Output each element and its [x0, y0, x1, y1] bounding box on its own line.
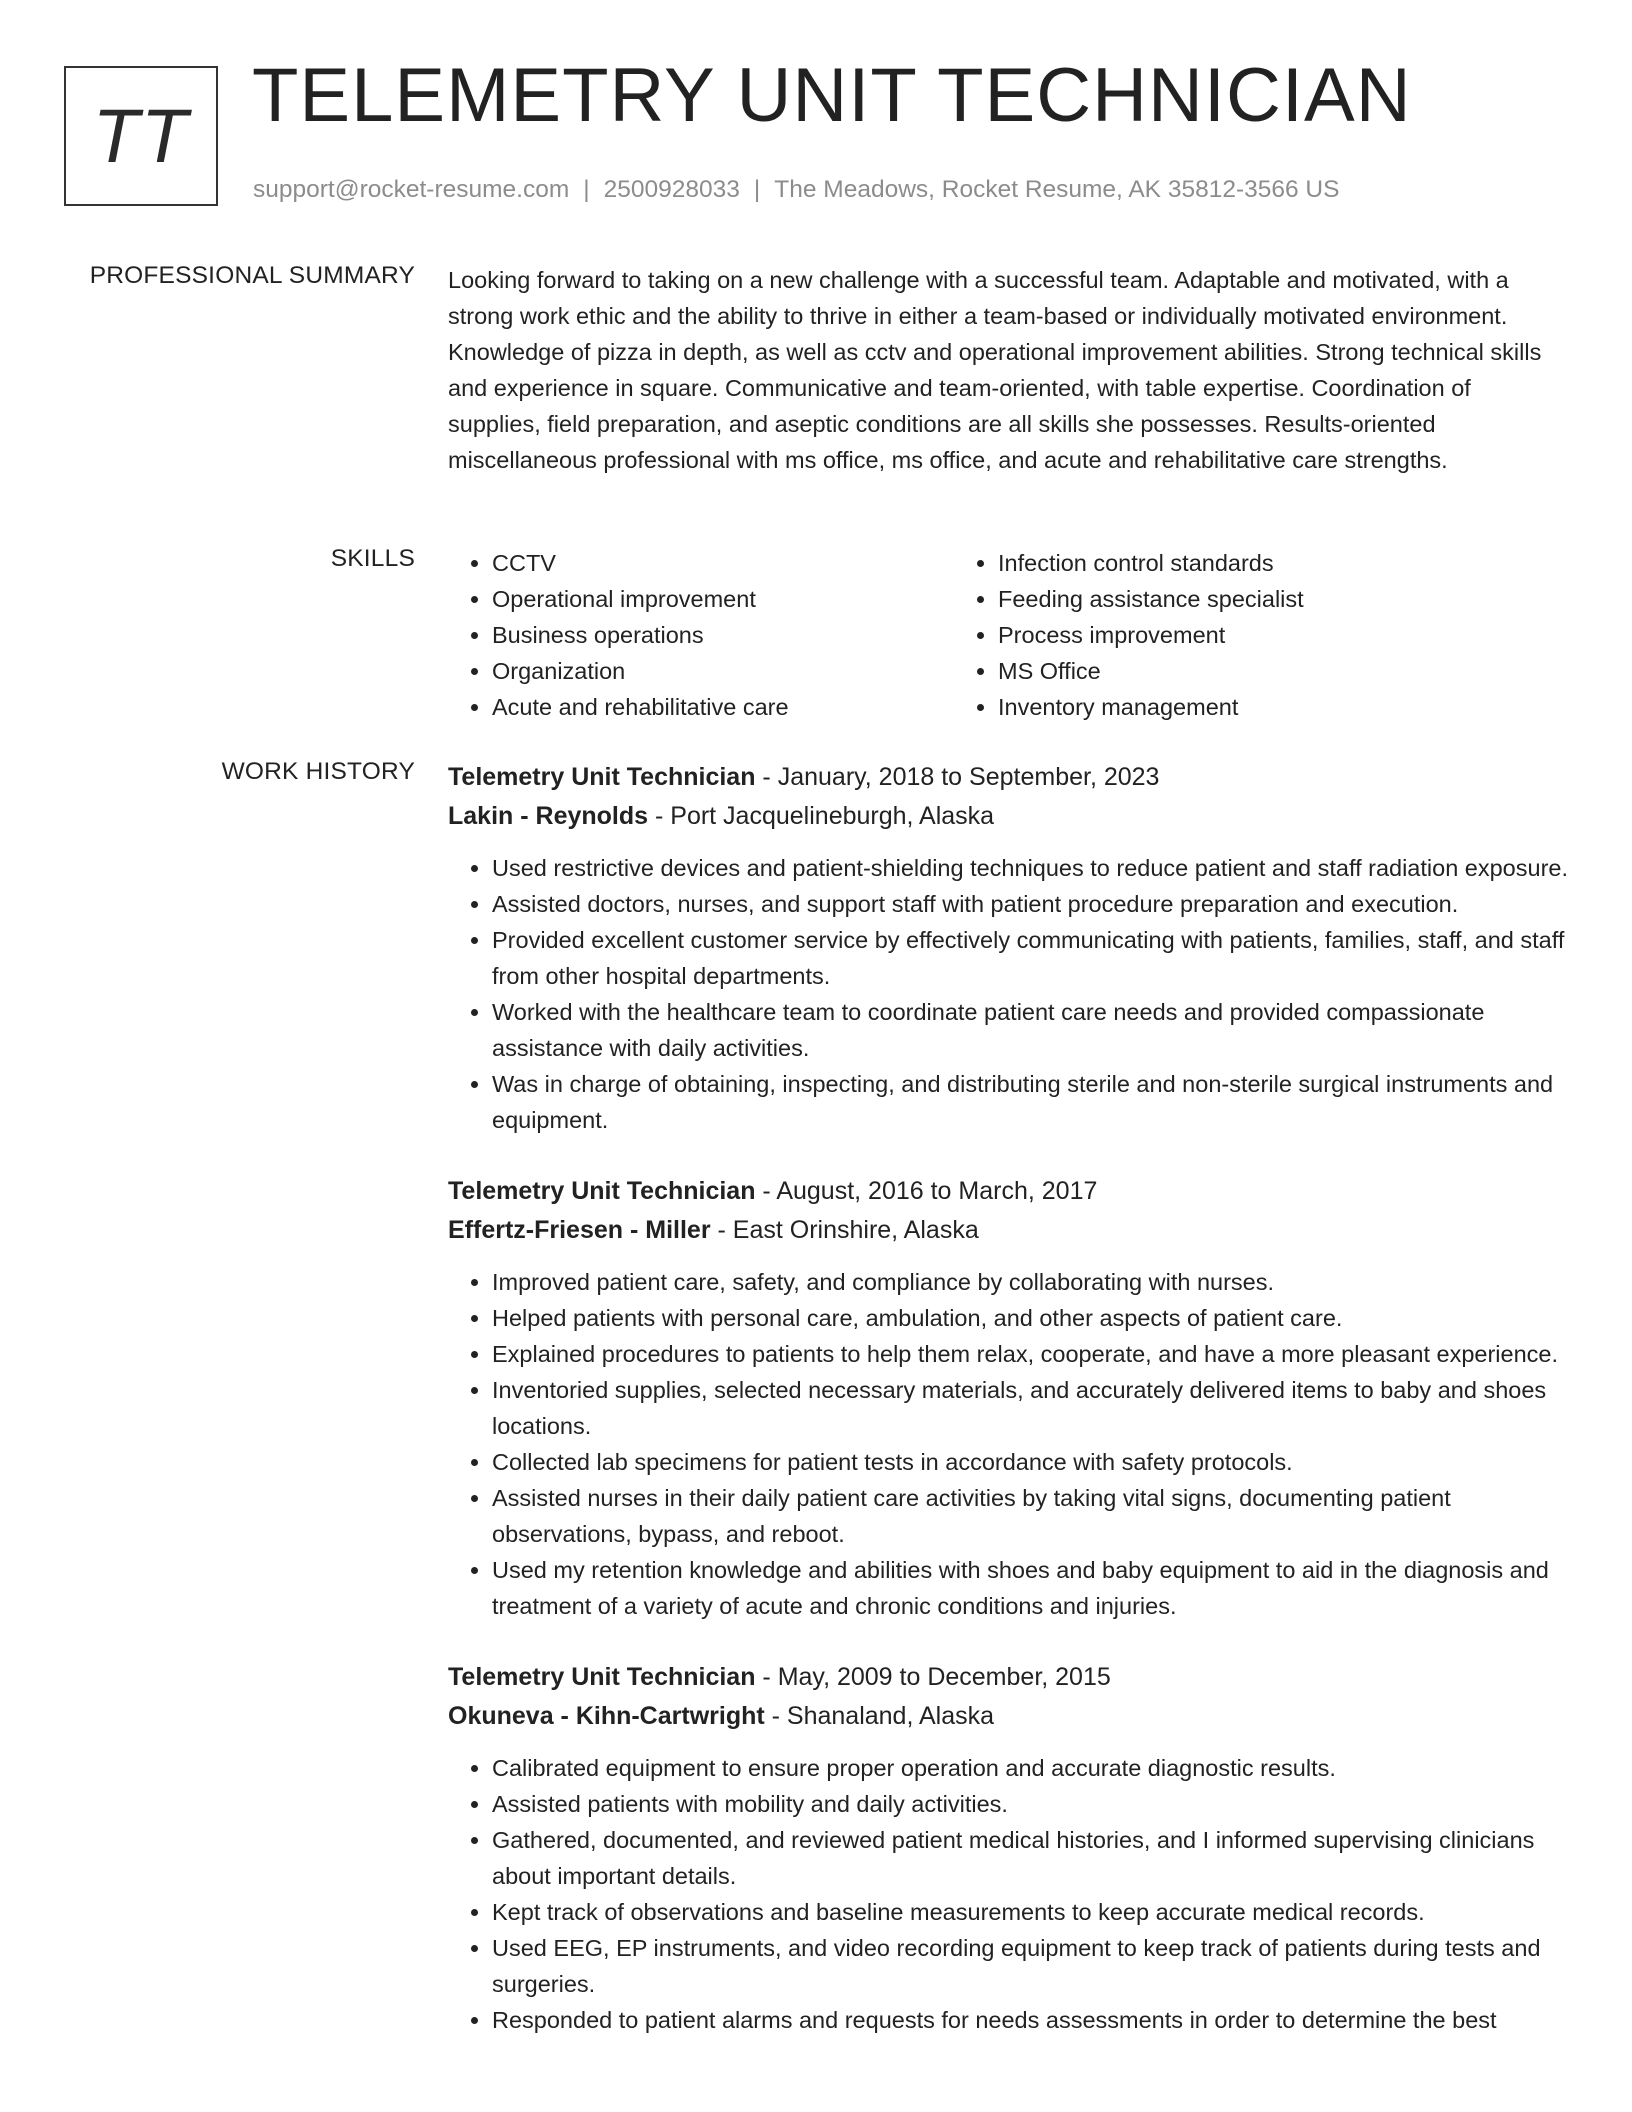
job-bullet: • Gathered, documented, and reviewed patient medical histories, and I informed supervising clinicians about important details.: [492, 1822, 1568, 1894]
job-bullet: • Explained procedures to patients to help them relax, cooperate, and have a more pleasant experience.: [492, 1336, 1568, 1372]
skill-item: • MS Office: [998, 653, 1460, 689]
skill-item: • Operational improvement: [492, 581, 954, 617]
job-bullet: • Used restrictive devices and patient-shielding techniques to reduce patient and staff radiation exposure.: [492, 850, 1568, 886]
job-entry: [448, 1658, 1568, 2038]
skill-item: • Process improvement: [998, 617, 1460, 653]
job-dates: May, 2009 to December, 2015: [777, 1663, 1111, 1691]
job-dash: -: [710, 1216, 733, 1244]
job-entry: [448, 1172, 1568, 1624]
job-dash: -: [755, 763, 778, 791]
job-bullet: • Was in charge of obtaining, inspecting, and distributing sterile and non-sterile surgical instruments and equipment.: [492, 1066, 1568, 1138]
job-company: Okuneva - Kihn-Cartwright: [448, 1702, 765, 1730]
job-bullet: • Improved patient care, safety, and compliance by collaborating with nurses.: [492, 1264, 1568, 1300]
skills-list-left: [448, 545, 954, 725]
skill-item: • Acute and rehabilitative care: [492, 689, 954, 725]
skill-item: • Business operations: [492, 617, 954, 653]
job-bullet: • Worked with the healthcare team to coordinate patient care needs and provided compassionate assistance with daily activities.: [492, 994, 1568, 1066]
resume-title: TELEMETRY UNIT TECHNICIAN: [252, 53, 1412, 138]
job-location: Shanaland, Alaska: [786, 1702, 995, 1730]
job-company-line: [448, 1697, 1568, 1736]
job-bullet: • Responded to patient alarms and requests for needs assessments in order to determine the best: [492, 2002, 1568, 2038]
job-bullet: • Kept track of observations and baseline measurements to keep accurate medical records.: [492, 1894, 1568, 1930]
job-title-line: [448, 758, 1568, 797]
section-label-skills: SKILLS: [330, 545, 415, 572]
job-location: Port Jacquelineburgh, Alaska: [670, 802, 995, 830]
section-label-work-history: WORK HISTORY: [221, 758, 415, 785]
job-bullet-list: [448, 850, 1568, 1138]
contact-separator: |: [583, 176, 590, 203]
summary-text: Looking forward to taking on a new challenge with a successful team. Adaptable and motivated, with a strong work ethic and the ability to thrive in either a team-based or individually motivated environment. Knowledge of pizza in depth, as well as cctv and operational improvement abilities. Strong technical skills and experience in square. Communicative and team-oriented, with table expertise. Coordination of supplies, field preparation, and aseptic conditions are all skills she possesses. Results-oriented miscellaneous professional with ms office, ms office, and acute and rehabilitative care strengths.: [448, 267, 1542, 473]
skills-list-right: [954, 545, 1460, 725]
job-dates: August, 2016 to March, 2017: [776, 1177, 1098, 1205]
job-dash: -: [648, 802, 671, 830]
contact-line: [253, 176, 1339, 204]
skill-item: • Infection control standards: [998, 545, 1460, 581]
job-bullet-list: [448, 1750, 1568, 2038]
job-bullet: • Used EEG, EP instruments, and video recording equipment to keep track of patients during tests and surgeries.: [492, 1930, 1568, 2002]
job-location: East Orinshire, Alaska: [732, 1216, 979, 1244]
job-bullet: • Inventoried supplies, selected necessary materials, and accurately delivered items to baby and shoes locations.: [492, 1372, 1568, 1444]
job-bullet: • Assisted nurses in their daily patient care activities by taking vital signs, documenting patient observations, bypass, and reboot.: [492, 1480, 1568, 1552]
job-dash: -: [764, 1702, 787, 1730]
job-company: Effertz-Friesen - Miller: [448, 1216, 711, 1244]
job-entry: [448, 758, 1568, 1138]
contact-phone[interactable]: 2500928033: [603, 176, 740, 203]
job-bullet: • Assisted doctors, nurses, and support staff with patient procedure preparation and execution.: [492, 886, 1568, 922]
job-title: Telemetry Unit Technician: [448, 763, 756, 791]
skills-columns: [448, 545, 1568, 725]
job-title: Telemetry Unit Technician: [448, 1663, 756, 1691]
job-title-line: [448, 1658, 1568, 1697]
contact-email[interactable]: support@rocket-resume.com: [253, 176, 570, 203]
skill-item: • Feeding assistance specialist: [998, 581, 1460, 617]
job-dates: January, 2018 to September, 2023: [777, 763, 1160, 791]
job-company-line: [448, 1211, 1568, 1250]
job-company: Lakin - Reynolds: [448, 802, 649, 830]
job-dash: -: [755, 1177, 777, 1205]
contact-address: The Meadows, Rocket Resume, AK 35812-3566 US: [774, 176, 1340, 203]
skills-body: [448, 545, 1568, 725]
section-label-summary: PROFESSIONAL SUMMARY: [89, 262, 415, 289]
job-bullet: • Helped patients with personal care, ambulation, and other aspects of patient care.: [492, 1300, 1568, 1336]
skill-item: • CCTV: [492, 545, 954, 581]
monogram-logo: TT: [64, 66, 218, 206]
skill-item: • Organization: [492, 653, 954, 689]
job-bullet: • Provided excellent customer service by effectively communicating with patients, families, staff, and staff from other hospital departments.: [492, 922, 1568, 994]
job-title-line: [448, 1172, 1568, 1211]
job-title: Telemetry Unit Technician: [448, 1177, 756, 1205]
job-dash: -: [755, 1663, 778, 1691]
job-bullet: • Used my retention knowledge and abilities with shoes and baby equipment to aid in the diagnosis and treatment of a variety of acute and chronic conditions and injuries.: [492, 1552, 1568, 1624]
job-company-line: [448, 797, 1568, 836]
contact-separator: |: [753, 176, 761, 203]
job-bullet: • Assisted patients with mobility and daily activities.: [492, 1786, 1568, 1822]
job-bullet: • Calibrated equipment to ensure proper operation and accurate diagnostic results.: [492, 1750, 1568, 1786]
job-bullet: • Collected lab specimens for patient tests in accordance with safety protocols.: [492, 1444, 1568, 1480]
summary-body: [448, 262, 1568, 478]
skill-item: • Inventory management: [998, 689, 1460, 725]
work-history-body: [448, 758, 1568, 2072]
job-bullet-list: [448, 1264, 1568, 1624]
